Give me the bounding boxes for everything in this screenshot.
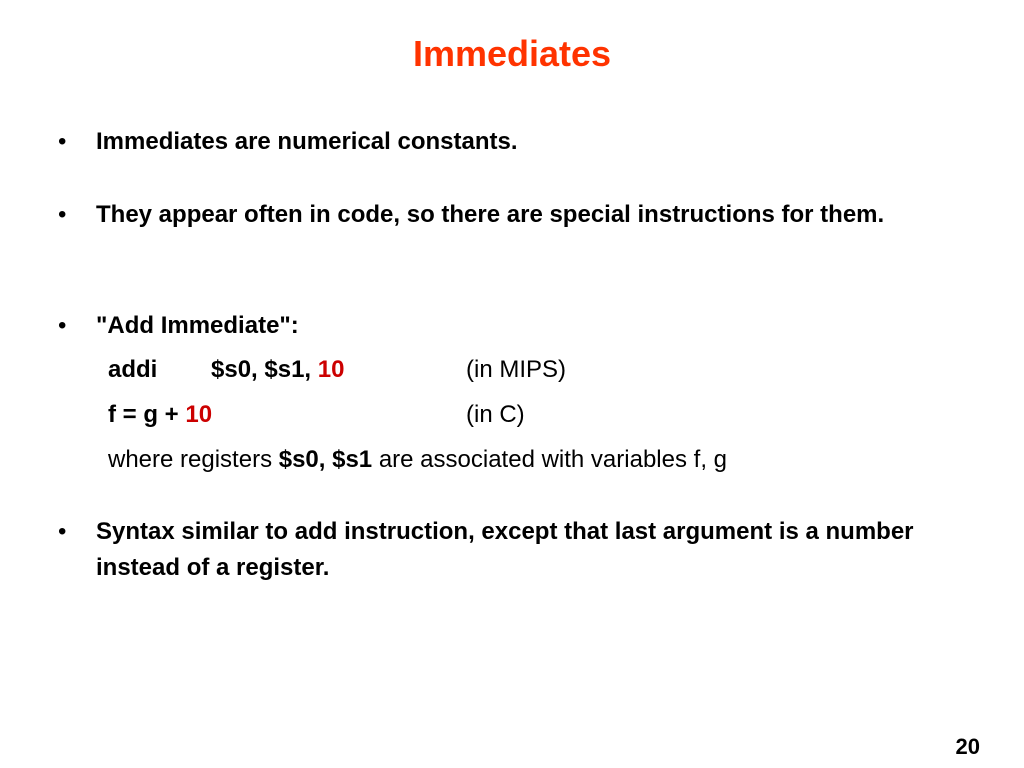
mips-opcode: addi xyxy=(108,356,158,383)
c-note: (in C) xyxy=(466,401,525,428)
mips-example-line xyxy=(108,352,567,388)
mips-operands xyxy=(211,352,344,388)
bullet-3 xyxy=(58,308,958,344)
mips-registers: $s0, $s1, xyxy=(211,356,318,383)
mips-note: (in MIPS) xyxy=(466,356,567,383)
where-line xyxy=(108,442,727,478)
bullet-marker: • xyxy=(58,518,67,545)
bullet-text: They appear often in code, so there are special instructions for them. xyxy=(96,201,885,228)
c-expression: f = g + xyxy=(108,401,186,428)
c-immediate: 10 xyxy=(185,401,213,428)
slide-title: Immediates xyxy=(412,33,612,74)
bullet-marker: • xyxy=(58,128,67,155)
bullet-text: Syntax similar to add instruction, except that last argument is a number instead of a register. xyxy=(96,518,914,581)
bullet-1 xyxy=(58,124,958,160)
bullet-text: Immediates are numerical constants. xyxy=(96,128,518,155)
bullet-marker: • xyxy=(58,312,67,339)
where-suffix: are associated with variables f, g xyxy=(372,446,727,473)
bullet-marker: • xyxy=(58,201,67,228)
where-prefix: where registers xyxy=(108,446,279,473)
page-number: 20 xyxy=(955,734,980,759)
bullet-4 xyxy=(58,514,958,586)
bullet-text: "Add Immediate": xyxy=(96,312,299,339)
bullet-2 xyxy=(58,197,958,233)
mips-immediate: 10 xyxy=(317,356,345,383)
c-example-line xyxy=(108,397,525,433)
where-registers: $s0, $s1 xyxy=(278,446,373,473)
